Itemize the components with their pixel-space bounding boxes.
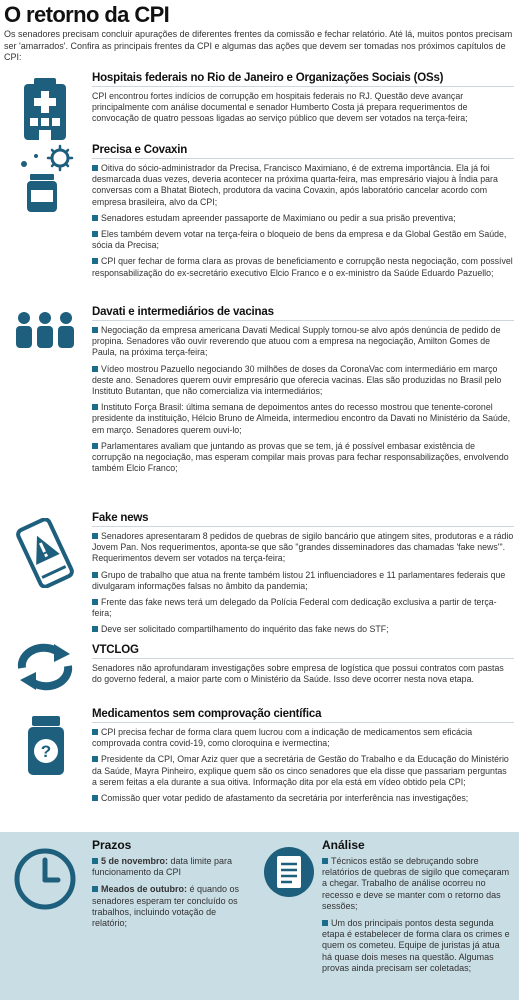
- section-paragraph: CPI encontrou fortes indícios de corrupção em hospitais federais no RJ. Questão deve avançar principalmente com análise documental e senador Humberto Costa já prepara requerimentos de convocação de quatro pessoas ligadas ao serviço público que devem ser votados na terça-feira;: [92, 91, 468, 124]
- list-item: CPI quer fechar de forma clara as provas de beneficiamento e corrupção nesta negociação, com possível responsabilização do ex-secretário executivo Elcio Franco e o ex-ministro da Saúde Eduardo Pazuello;: [92, 256, 513, 278]
- bullet-square: [92, 215, 98, 221]
- logistics-arrows-icon: [10, 642, 80, 712]
- hospital-icon: [10, 76, 80, 146]
- list-item: Parlamentares avaliam que juntando as provas que se tem, já é possível embasar existência de corrupção na negociação, mas esperam compilar mais provas para fechar responsabilizações, envolvendo também Elcio Franco;: [92, 440, 509, 474]
- bullet-square: [92, 795, 98, 801]
- bullet-square: [92, 599, 98, 605]
- list-item: Frente das fake news terá um delegado da Polícia Federal com dedicação exclusiva a partir de terça-feira;: [92, 597, 497, 619]
- bullet-square: [322, 858, 328, 864]
- section-title: Medicamentos sem comprovação científica: [92, 708, 514, 723]
- analise-title: Análise: [322, 838, 365, 852]
- bullet-square: [92, 626, 98, 632]
- list-item: Comissão quer votar pedido de afastamento da secretária por interferência nas investigações;: [92, 793, 514, 804]
- section-title: Hospitais federais no Rio de Janeiro e Organizações Sociais (OSs): [92, 72, 514, 87]
- section-title: Fake news: [92, 512, 514, 527]
- bullet-square: [92, 258, 98, 264]
- list-item: Senadores apresentaram 8 pedidos de quebras de sigilo bancário que atingem sites, produtoras e a rádio Jovem Pan. Nos requerimentos, aponta-se que são "grandes disseminadores das chamadas 'fake news'". Requerimentos devem ser votados na terça-feira;: [92, 531, 514, 564]
- bullet-square: [92, 327, 98, 333]
- document-list-icon: [262, 844, 316, 904]
- medicine-bottle-icon: [10, 712, 80, 782]
- list-item: Senadores estudam apreender passaporte de Maximiano ou pedir a sua prisão preventiva;: [92, 213, 514, 224]
- intro-text: Os senadores precisam concluir apurações de diferentes frentes da comissão e fechar relatório. Até lá, muitos pontos precisam ser 'amarrados'. Confira as principais frentes da CPI e algumas das ações que devem ser tomadas nos próximos capítulos de CPI:: [4, 29, 513, 62]
- list-item: Instituto Força Brasil: última semana de depoimentos antes do recesso mostrou que tenente-coronel presidente da instituição, Hélcio Bruno de Almeida, intermediou encontro da Davati no Ministério da Saúde, em março. Senadores querem ouvi-lo;: [92, 402, 511, 435]
- prazos-box: [92, 838, 242, 935]
- section-title: Precisa e Covaxin: [92, 144, 514, 159]
- list-item: Presidente da CPI, Omar Aziz quer que a secretária de Gestão do Trabalho e da Educação do Ministério da Saúde, Mayra Pinheiro, explique quem são os cinco senadores que ela disse que passariam perguntas a serem feitas a ela durante a sua oitiva. Informação dita por ela está em vídeo obtido pela CPI;: [92, 754, 509, 787]
- list-item: Eles também devem votar na terça-feira o bloqueio de bens da empresa e da Global Gestão em Saúde, sócia da Precisa;: [92, 229, 507, 251]
- phone-warning-icon: [10, 518, 80, 588]
- page-title: O retorno da CPI: [4, 2, 170, 27]
- summary-panel: [0, 832, 519, 1000]
- prazos-title: Prazos: [92, 838, 132, 852]
- list-item: Deve ser solicitado compartilhamento do inquérito das fake news do STF;: [92, 624, 514, 635]
- vaccine-vial-icon: [10, 144, 80, 214]
- bullet-square: [92, 165, 98, 171]
- list-item: Meados de outubro: é quando os senadores esperam ter concluído os trabalhos, incluindo votação de relatório;: [92, 884, 240, 929]
- section-title: VTCLOG: [92, 644, 514, 659]
- list-item: 5 de novembro: data limite para funcionamento da CPI: [92, 856, 233, 878]
- bullet-square: [92, 729, 98, 735]
- list-item: Negociação da empresa americana Davati Medical Supply tornou-se alvo após denúncia de pedido de propina. Senadores vão ouvir reverendo que atuou com a empresa na negociação, Amilton Gomes de Paula, na próxima terça-feira;: [92, 325, 501, 358]
- list-item: CPI precisa fechar de forma clara quem lucrou com a indicação de medicamentos sem eficácia comprovada contra covid-19, como cloroquina e ivermectina;: [92, 727, 473, 749]
- list-item: Vídeo mostrou Pazuello negociando 30 milhões de doses da CoronaVac com intermediário em março deste ano. Senadores querem ouvir empresário que oferecia vacinas. Elas são produzidas no Brasil pelo Instituto Butantan, que não comercializa via intermediários;: [92, 363, 502, 397]
- bullet-square: [92, 533, 98, 539]
- clock-icon: [12, 846, 78, 912]
- bullet-square: [322, 920, 328, 926]
- bullet-square: [92, 886, 98, 892]
- bullet-square: [92, 756, 98, 762]
- list-item: Grupo de trabalho que atua na frente também listou 21 influenciadores e 11 parlamentares federais que divulgaram informações falsas no âmbito da pandemia;: [92, 569, 506, 591]
- list-item: Técnicos estão se debruçando sobre relatórios de quebras de sigilo que começaram a chegar. Trabalho de análise ocorreu no recesso e deve se manter com o retorno das sessões;: [322, 856, 510, 911]
- svg-text:?: ?: [40, 742, 52, 761]
- section-paragraph: Senadores não aprofundaram investigações sobre empresa de logística que possui contratos com pastas do governo federal, a maior parte com o Ministério da Saúde. Isso deve ocorrer nesta nova etapa.: [92, 663, 504, 685]
- bullet-square: [92, 404, 98, 410]
- bullet-square: [92, 366, 98, 372]
- bullet-square: [92, 858, 98, 864]
- bullet-square: [92, 572, 98, 578]
- bullet-square: [92, 231, 98, 237]
- analise-box: [322, 838, 512, 980]
- section-title: Davati e intermediários de vacinas: [92, 306, 514, 321]
- list-item: Um dos principais pontos desta segunda etapa é estabelecer de forma clara os crimes e quem os cometeu. Equipe de juristas já atua há quase dois meses na questão. Algumas provas ainda precisam ser coletadas;: [322, 918, 510, 973]
- list-item: Oitiva do sócio-administrador da Precisa, Francisco Maximiano, é de extrema importância. Ela já foi desmarcada duas vezes, deveria acontecer na próxima quarta-feira, mas empresário viajou à Índia para conversas com a Bhatat Biotech, produtora da vacina Covaxin, após laboratório cancelar acordo com empresa brasileira, alvo da CPI;: [92, 163, 498, 207]
- people-group-icon: [10, 306, 80, 376]
- bullet-square: [92, 443, 98, 449]
